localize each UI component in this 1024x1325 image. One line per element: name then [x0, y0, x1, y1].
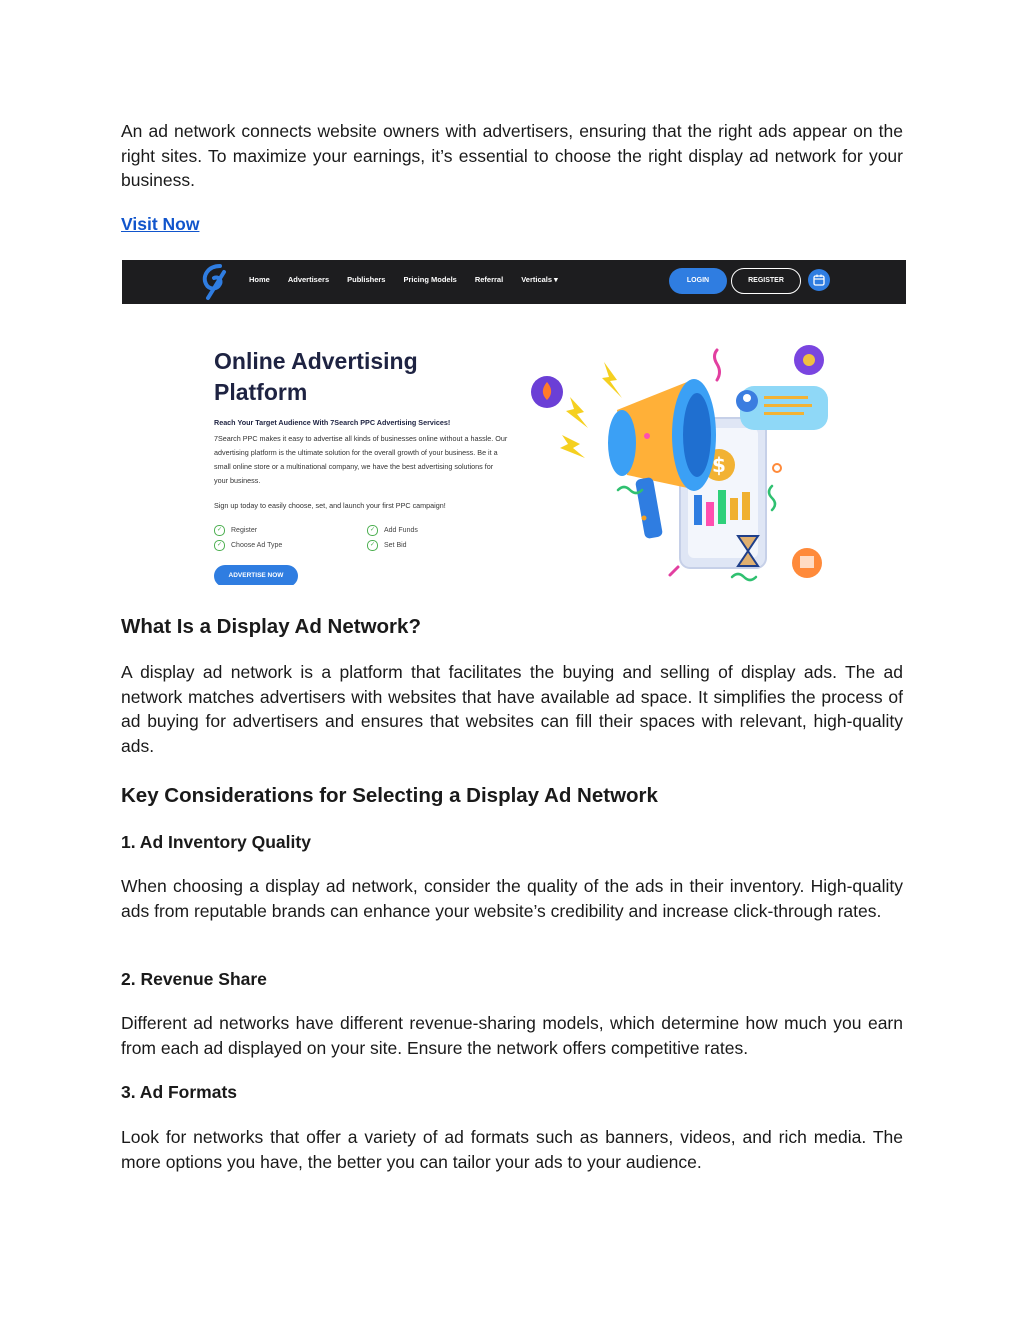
site-nav-menu — [249, 275, 576, 284]
hero-subheading: Reach Your Target Audience With 7Search PPC Advertising Services! — [214, 418, 451, 427]
checklist-item: ✓ Choose Ad Type — [214, 540, 282, 551]
section-paragraph: A display ad network is a platform that facilitates the buying and selling of display ads. The ad network matches advertisers with websites that have available ad space. It simplifies the process of ad buying for advertisers and ensures that websites can fill their spaces with relevant, high-quality ads. — [121, 662, 903, 756]
check-icon: ✓ — [367, 525, 378, 536]
nav-verticals[interactable]: Verticals ▾ — [521, 275, 558, 284]
nav-home[interactable]: Home — [249, 275, 270, 284]
section-heading: Key Considerations for Selecting a Display Ad Network — [121, 784, 658, 807]
chevron-down-icon: ▾ — [554, 275, 558, 284]
check-icon: ✓ — [214, 525, 225, 536]
login-button[interactable]: LOGIN — [669, 268, 727, 294]
website-screenshot — [122, 260, 906, 585]
visit-now-link[interactable]: Visit Now — [121, 214, 200, 234]
advertise-now-button[interactable]: ADVERTISE NOW — [214, 565, 298, 585]
register-button[interactable]: REGISTER — [731, 268, 801, 294]
nav-advertisers[interactable]: Advertisers — [287, 275, 330, 284]
section-heading: What Is a Display Ad Network? — [121, 615, 421, 638]
nav-pricing-models[interactable]: Pricing Models — [403, 275, 457, 284]
svg-text:$: $ — [712, 453, 726, 477]
site-navbar — [122, 260, 906, 304]
subsection-heading: 1. Ad Inventory Quality — [121, 832, 311, 852]
nav-publishers[interactable]: Publishers — [347, 275, 386, 284]
check-icon: ✓ — [214, 540, 225, 551]
subsection-heading: 2. Revenue Share — [121, 969, 267, 989]
subsection-paragraph: Look for networks that offer a variety of ad formats such as banners, videos, and rich media. The more options you have, the better you can tailor your ads to your audience. — [121, 1127, 903, 1172]
subsection-heading: 3. Ad Formats — [121, 1082, 238, 1102]
megaphone-illustration — [522, 340, 842, 585]
subsection-paragraph: Different ad networks have different revenue-sharing models, which determine how much you earn from each ad displayed on your site. Ensure the network offers competitive rates. — [121, 1013, 903, 1058]
site-logo-icon — [198, 262, 232, 302]
hero-title: Online Advertising Platform — [214, 348, 418, 405]
checklist-item: ✓ Register — [214, 525, 257, 536]
checklist-item: ✓ Add Funds — [367, 525, 418, 536]
nav-referral[interactable]: Referral — [474, 275, 504, 284]
intro-paragraph: An ad network connects website owners with advertisers, ensuring that the right ads appear on the right sites. To maximize your earnings, it’s essential to choose the right display ad network for your business. — [121, 121, 903, 190]
hero-body: 7Search PPC makes it easy to advertise all kinds of businesses online without a hassle. Our advertising platform is the ultimate solution for the overall growth of your business. Be it a small online store or a multinational company, we have the best advertising solutions for your business. — [214, 434, 508, 485]
check-icon: ✓ — [367, 540, 378, 551]
calendar-icon[interactable] — [808, 269, 830, 291]
checklist-item: ✓ Set Bid — [367, 540, 407, 551]
subsection-paragraph: When choosing a display ad network, consider the quality of the ads in their inventory. High-quality ads from reputable brands can enhance your website’s credibility and increase click-through rates. — [121, 876, 903, 921]
hero-signup-text: Sign up today to easily choose, set, and launch your first PPC campaign! — [214, 501, 446, 510]
